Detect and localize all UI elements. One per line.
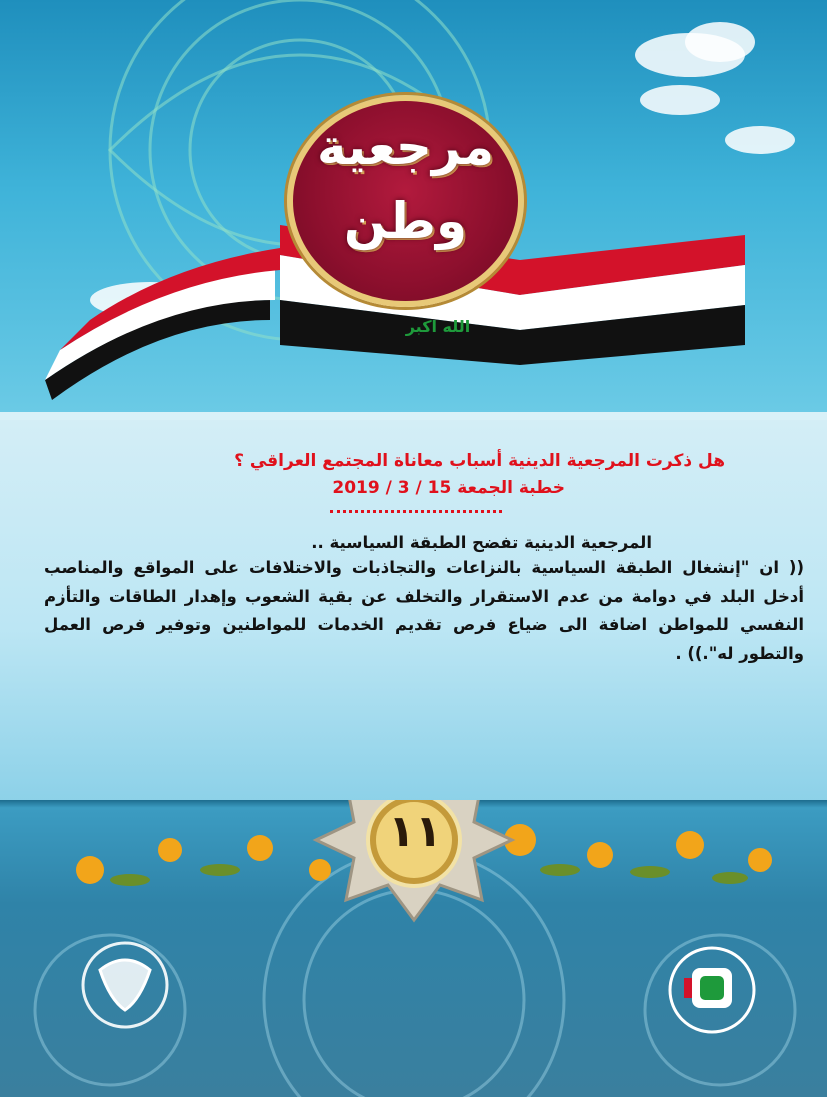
badge-title-line2: وطن: [343, 192, 468, 250]
body-paragraph: (( ان "إنشغال الطبقة السياسية بالنزاعات والتجاذبات والاختلافات على المواقع والمناصب أدخل البلد في دوامة من عدم الاستقرار والتخلف عن بقية الشعوب وإهدار الطاقات والتأزم النفسي للمواطن اضافة الى ضياع فرص تقديم الخدمات للمواطنين وتوفير فرص العمل والتطور له".)) .: [44, 558, 804, 663]
dotted-divider: [330, 510, 502, 517]
badge-title-line1: مرجعية: [316, 118, 495, 176]
right-hand-emblem-logo: [670, 948, 754, 1032]
medal-number: ١١: [388, 806, 442, 857]
question-title: هل ذكرت المرجعية الدينية أسباب معاناة المجتمع العراقي ؟: [234, 451, 725, 471]
body-heading: المرجعية الدينية تفضح الطبقة السياسية ..: [311, 533, 652, 552]
body-text: [44, 533, 804, 668]
left-seal-logo: [83, 943, 167, 1027]
flag-takbir-text: الله اكبر: [405, 317, 471, 336]
sermon-date: خطبة الجمعة 15 / 3 / 2019: [332, 478, 565, 498]
